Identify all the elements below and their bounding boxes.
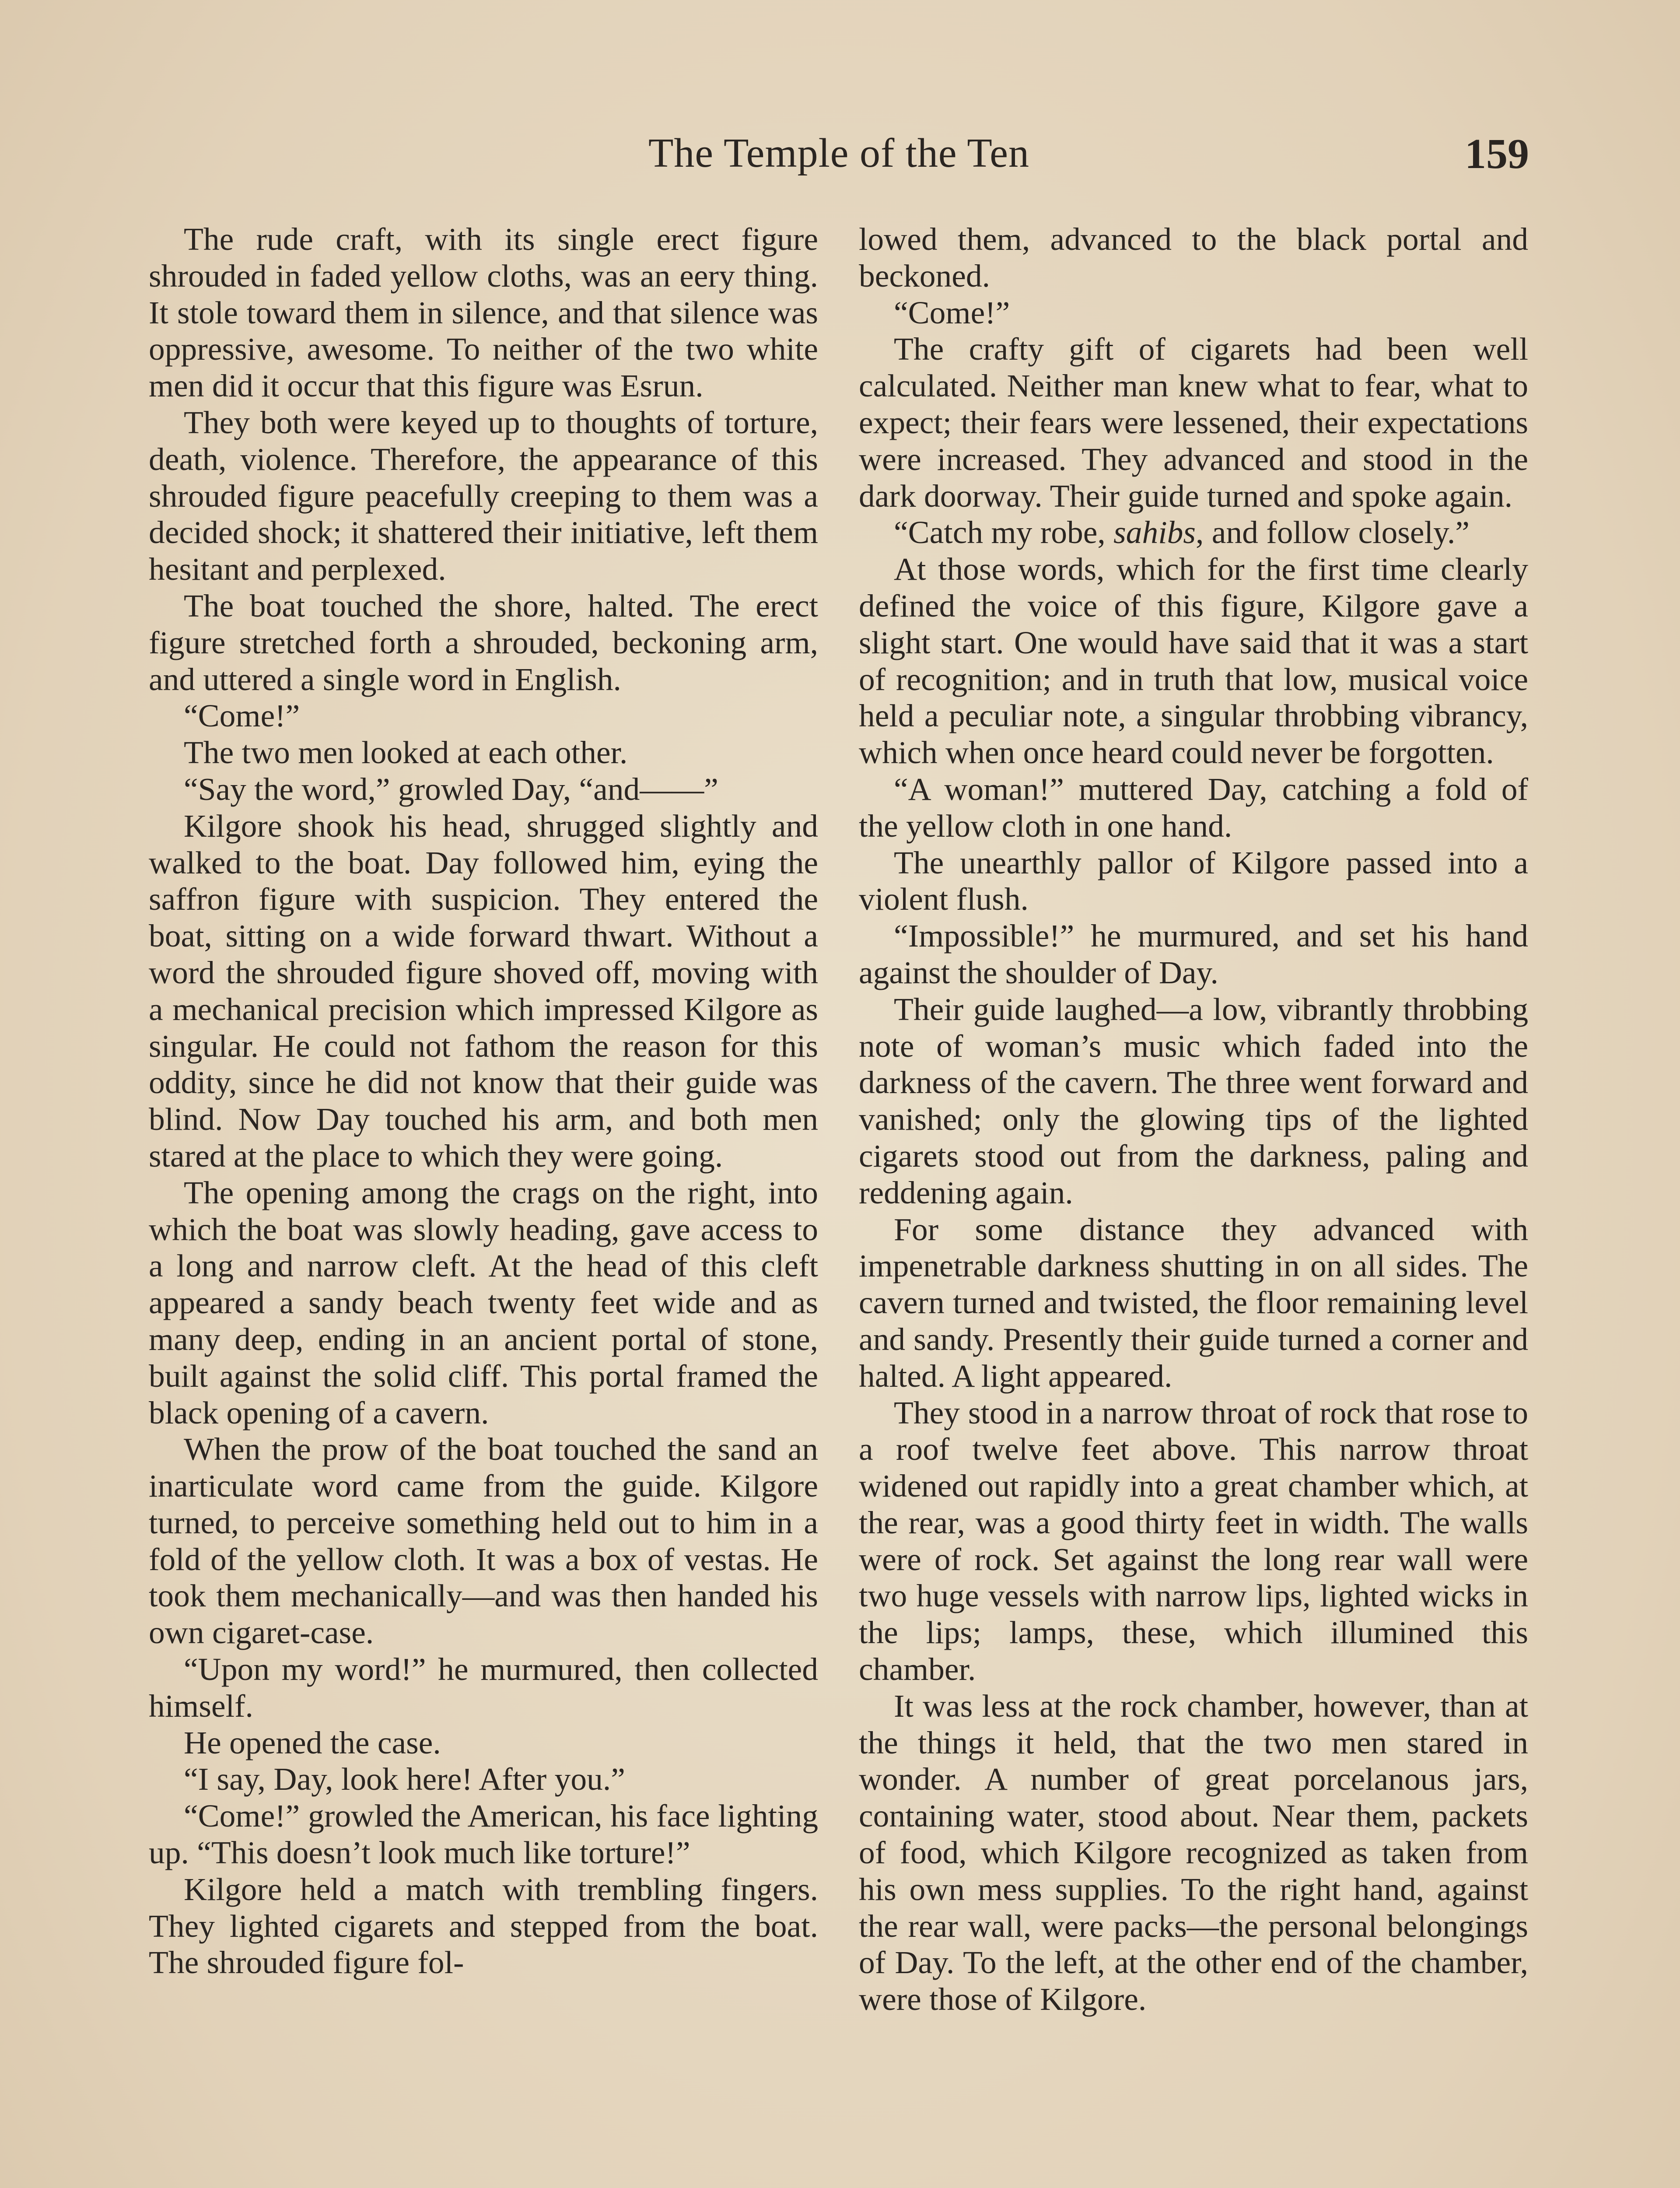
paragraph: The unearthly pallor of Kilgore passed into a violent flush. <box>859 845 1528 917</box>
text-run: , and follow closely.” <box>1195 515 1470 551</box>
paragraph: “Upon my word!” he murmured, then collected himself. <box>149 1652 818 1724</box>
paragraph: “Say the word,” growled Day, “and——” <box>184 771 718 807</box>
paragraph: “Come!” <box>184 698 300 734</box>
paragraph: “I say, Day, look here! After you.” <box>184 1761 625 1797</box>
text-run: “Catch my robe, <box>894 515 1114 551</box>
paragraph: They both were keyed up to thoughts of torture, death, violence. Therefore, the appearance of this shrouded figure peacefully creeping to them was a decided shock; it shattered their initiative, left them hesitant and perplexed. <box>149 404 818 587</box>
paragraph: The rude craft, with its single erect figure shrouded in faded yellow cloths, was an eery thing. It stole toward them in silence, and that silence was oppressive, awesome. To neither of the two white men did it occur that this figure was Esrun. <box>149 221 818 404</box>
paragraph: It was less at the rock chamber, however, than at the things it held, that the two men stared in wonder. A number of great porcelanous jars, containing water, stood about. Near them, packets of food, which Kilgore recognized as taken from his own mess supplies. To the right hand, against the rear wall, were packs—the personal belongings of Day. To the left, at the other end of the chamber, were those of Kilgore. <box>859 1688 1528 2017</box>
running-title: The Temple of the Ten <box>648 130 1029 176</box>
paragraph: The boat touched the shore, halted. The erect figure stretched forth a shrouded, beckoning arm, and uttered a single word in English. <box>149 588 818 697</box>
paragraph: At those words, which for the first time clearly defined the voice of this figure, Kilgore gave a slight start. One would have said that it was a start of recognition; and in truth that low, musical voice held a peculiar note, a singular throbbing vibrancy, which when once heard could never be forgotten. <box>859 551 1528 771</box>
right-column <box>859 221 1528 2018</box>
paragraph: “Come!” <box>894 295 1010 330</box>
paragraph-continuation: lowed them, advanced to the black portal and beckoned. <box>859 221 1528 294</box>
paragraph: “Impossible!” he murmured, and set his hand against the shoulder of Day. <box>859 918 1528 990</box>
paragraph: When the prow of the boat touched the sand an inarticulate word came from the guide. Kilgore turned, to perceive something held out to him in a fold of the yellow cloth. It was a box of vestas. He took them mechanically—and was then handed his own cigaret-case. <box>149 1431 818 1651</box>
page-number: 159 <box>1465 130 1529 178</box>
paragraph: “A woman!” muttered Day, catching a fold of the yellow cloth in one hand. <box>859 771 1528 844</box>
paragraph: Their guide laughed—a low, vibrantly throbbing note of woman’s music which faded into the darkness of the cavern. The three went forward and vanished; only the glowing tips of the lighted cigarets stood out from the darkness, paling and reddening again. <box>859 991 1528 1210</box>
paragraph: The opening among the crags on the right, into which the boat was slowly heading, gave access to a long and narrow cleft. At the head of this cleft appeared a sandy beach twenty feet wide and as many deep, ending in an ancient portal of stone, built against the solid cliff. This portal framed the black opening of a cavern. <box>149 1175 818 1431</box>
paragraph: Kilgore held a match with trembling fingers. They lighted cigarets and stepped from the boat. The shrouded figure fol- <box>149 1871 818 1981</box>
page-header <box>149 130 1529 195</box>
italic-word: sahibs <box>1113 515 1196 551</box>
paragraph: The crafty gift of cigarets had been well calculated. Neither man knew what to fear, what to expect; their fears were lessened, their expectations were increased. They advanced and stood in the dark doorway. Their guide turned and spoke again. <box>859 331 1528 514</box>
paragraph: For some distance they advanced with impenetrable darkness shutting in on all sides. The cavern turned and twisted, the floor remaining level and sandy. Presently their guide turned a corner and halted. A light appeared. <box>859 1211 1528 1394</box>
paragraph: He opened the case. <box>184 1725 441 1760</box>
left-column <box>149 221 818 1981</box>
paragraph: Kilgore shook his head, shrugged slightly and walked to the boat. Day followed him, eying the saffron figure with suspicion. They entered the boat, sitting on a wide forward thwart. Without a word the shrouded figure shoved off, moving with a mechanical precision which impressed Kilgore as singular. He could not fathom the reason for this oddity, since he did not know that their guide was blind. Now Day touched his arm, and both men stared at the place to which they were going. <box>149 808 818 1174</box>
paragraph: They stood in a narrow throat of rock that rose to a roof twelve feet above. This narrow throat widened out rapidly into a great chamber which, at the rear, was a good thirty feet in width. The walls were of rock. Set against the long rear wall were two huge vessels with narrow lips, lighted wicks in the lips; lamps, these, which illumined this chamber. <box>859 1395 1528 1687</box>
paragraph: The two men looked at each other. <box>184 735 628 771</box>
paragraph <box>859 514 1528 551</box>
paragraph: “Come!” growled the American, his face lighting up. “This doesn’t look much like torture!” <box>149 1798 818 1871</box>
